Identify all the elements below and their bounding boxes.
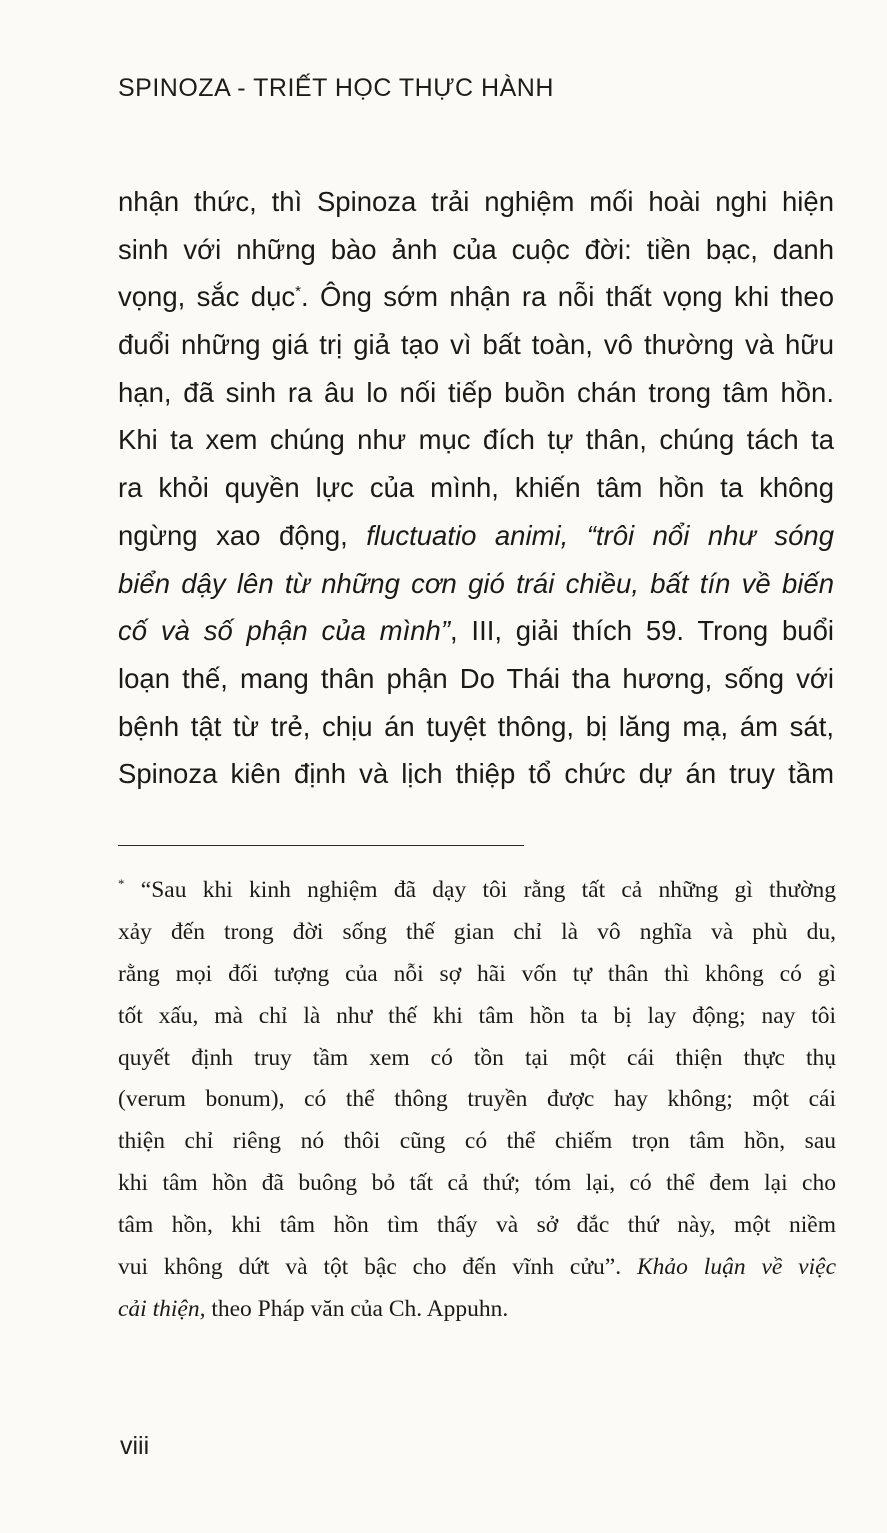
footnote-line: quyết định truy tầm xem có tồn tại một cái thiện thực thụ [118, 1044, 836, 1071]
body-line: sinh với những bào ảnh của cuộc đời: tiền bạc, danh [118, 233, 834, 265]
footnote-line-text: “Sau khi kinh nghiệm đã dạy tôi rằng tất cả những gì thường [140, 877, 837, 903]
body-line: biển dậy lên từ những cơn gió trái chiều, bất tín về biến [118, 567, 834, 599]
body-line: bệnh tật từ trẻ, chịu án tuyệt thông, bị lăng mạ, ám sát, [118, 710, 834, 742]
footnote-line: tâm hồn, khi tâm hồn tìm thấy và sở đắc thứ này, một niềm [118, 1212, 836, 1239]
body-line: nhận thức, thì Spinoza trải nghiệm mối hoài nghi hiện [118, 186, 834, 217]
body-text [118, 178, 834, 798]
body-line-part: . Ông sớm nhận ra nỗi thất vọng khi theo [300, 281, 834, 313]
footnote-line [118, 1247, 836, 1289]
body-line: đuổi những giá trị giả tạo vì bất toàn, vô thường và hữu [118, 329, 834, 361]
footnote-line: rằng mọi đối tượng của nỗi sợ hãi vốn tự thân thì không có gì [118, 960, 836, 987]
body-line-part: vọng, sắc dục [118, 281, 296, 313]
footnote-line [118, 1289, 836, 1331]
running-head: SPINOZA - TRIẾT HỌC THỰC HÀNH [118, 74, 554, 102]
body-line: Khi ta xem chúng như mục đích tự thân, chúng tách ta [118, 424, 834, 456]
body-line: Spinoza kiên định và lịch thiệp tổ chức dự án truy tầm [118, 758, 834, 790]
body-line: hạn, đã sinh ra âu lo nối tiếp buồn chán trong tâm hồn. [118, 376, 834, 408]
footnote-ref-marker: * [295, 283, 301, 301]
body-line-part: ngừng xao động, [118, 519, 348, 551]
footnote-marker: * [118, 876, 125, 892]
latin-quote: fluctuatio animi, “trôi nổi như sóng [366, 519, 834, 551]
footnote-line: khi tâm hồn đã buông bỏ tất cả thứ; tóm lại, có thể đem lại cho [118, 1170, 836, 1197]
body-line-part: , III, giải thích 59. Trong buổi [449, 615, 834, 647]
body-line [118, 607, 834, 655]
body-line [118, 512, 834, 560]
footnote-line-text: theo Pháp văn của Ch. Appuhn. [211, 1295, 509, 1322]
footnote-line: thiện chỉ riêng nó thôi cũng có thể chiếm trọn tâm hồn, sau [118, 1128, 836, 1155]
quote-end: cố và số phận của mình” [118, 615, 450, 647]
footnote-divider [118, 845, 524, 846]
footnote-line: xảy đến trong đời sống thế gian chỉ là vô nghĩa và phù du, [118, 918, 836, 945]
body-line [118, 273, 834, 321]
body-line: ra khỏi quyền lực của mình, khiến tâm hồn ta không [118, 472, 834, 504]
footnote-line-text: vui không dứt và tột bậc cho đến vĩnh cửu”. [118, 1254, 622, 1281]
footnote-line: tốt xấu, mà chỉ là như thế khi tâm hồn ta bị lay động; nay tôi [118, 1002, 836, 1029]
footnote [118, 870, 836, 1331]
book-title: Khảo luận về việc [637, 1254, 837, 1281]
body-line: loạn thế, mang thân phận Do Thái tha hương, sống với [118, 662, 834, 694]
page-number: viii [120, 1432, 150, 1460]
footnote-line [118, 870, 836, 912]
footnote-line: (verum bonum), có thể thông truyền được hay không; một cái [118, 1086, 836, 1113]
book-title-end: cải thiện, [118, 1295, 206, 1322]
